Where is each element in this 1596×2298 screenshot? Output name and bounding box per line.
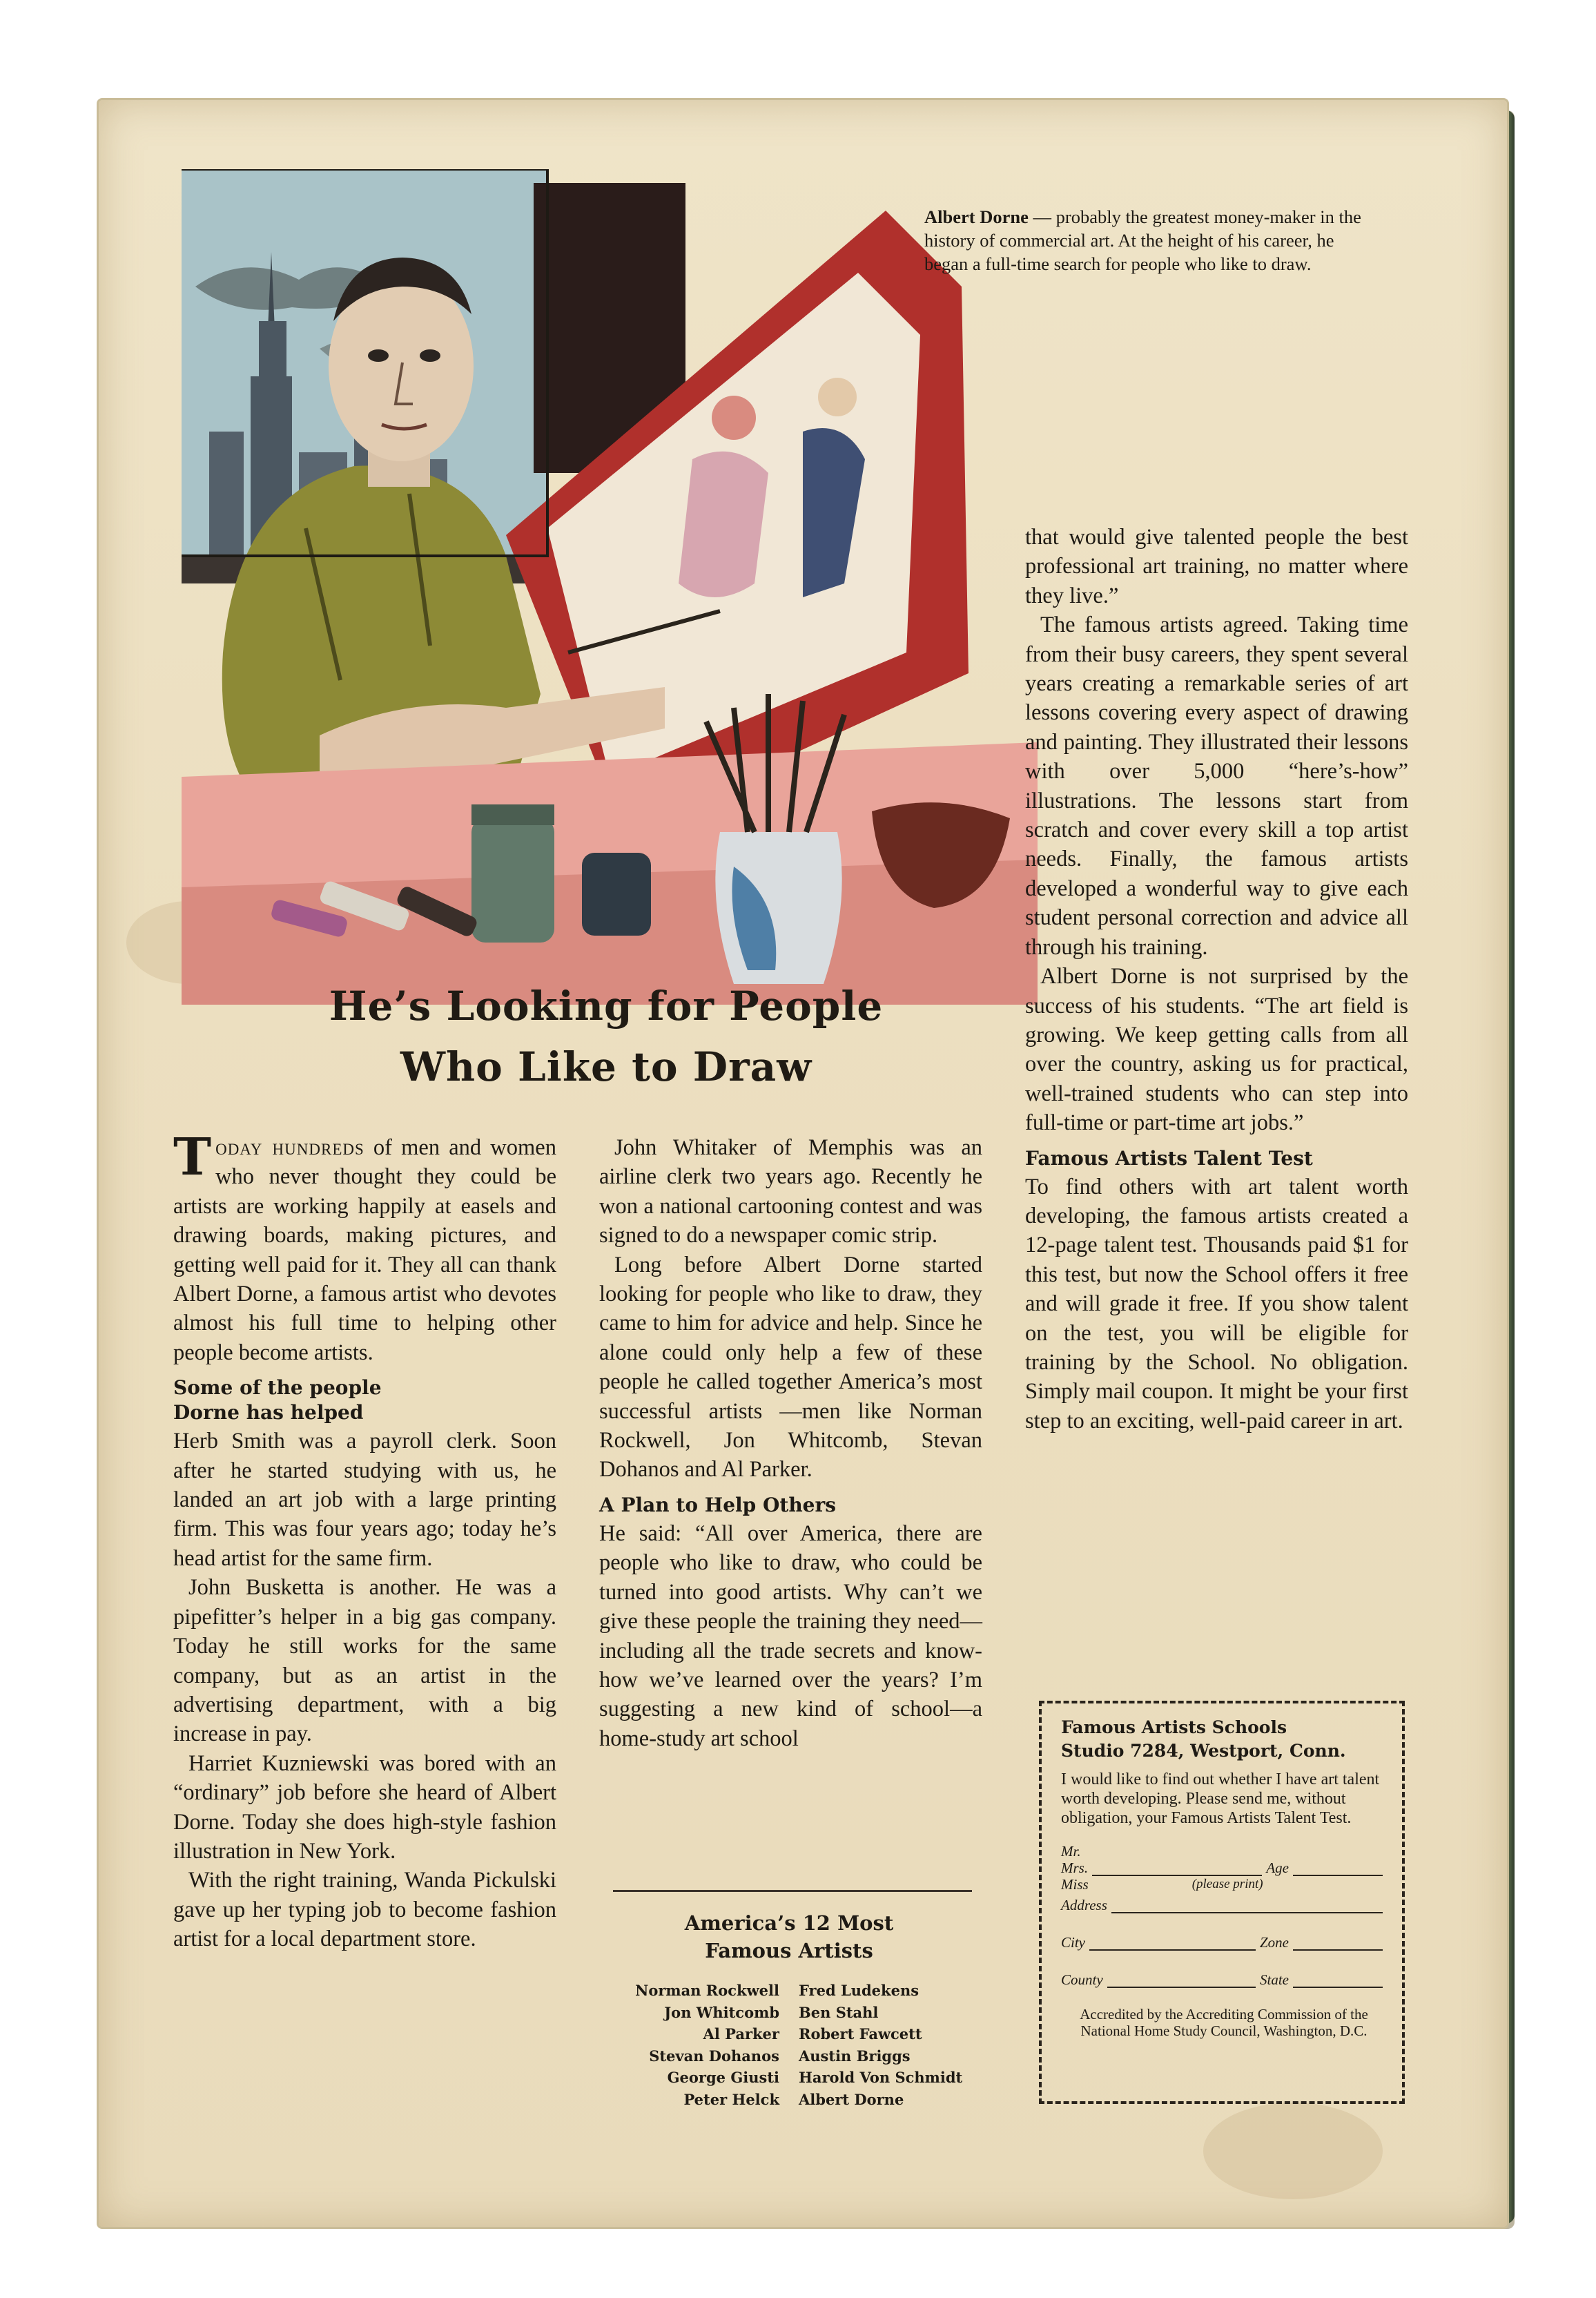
label-zone: Zone [1260,1934,1289,1951]
drop-cap: T [173,1128,212,1187]
famous-title-line-2: Famous Artists [705,1939,873,1962]
paragraph-john-busketta: John Busketta is another. He was a pipefitter’s helper in a big gas company. Today he still works for the same company, but as an artist in the advertising department, with a big increase in pay. [173,1575,556,1747]
headline [188,976,1024,1097]
label-city: City [1061,1934,1085,1951]
comic-back-cover [97,98,1509,2229]
artist-name: Stevan Dohanos [649,2047,779,2065]
label-state: State [1260,1971,1289,1988]
paragraph-artists-agreed: The famous artists agreed. Taking time from their busy careers, they spent several years creating a remarkable series of art lessons covering every aspect of drawing and painting. They illustrated their lessons with over 5,000 “here’s-how” illustrations. The lessons start from scratch and cover every skill a top artist needs. Finally, the famous artists developed a wonderful way to give each student personal correction and advice all through his training. [1025,612,1408,960]
artist-name: Al Parker [703,2025,779,2043]
paragraph-not-surprised: Albert Dorne is not surprised by the success of his students. “The art field is growing. We keep getting calls from all over the country, asking us for practical, well-trained students who can step into full-time or part-time art jobs.” [1025,964,1408,1136]
albert-dorne-illustration [182,169,1038,1005]
artist-name: Albert Dorne [799,2090,904,2108]
address-line[interactable] [1111,1898,1383,1913]
paper-stain [1203,2103,1383,2199]
artist-name: Harold Von Schmidt [799,2069,963,2086]
artist-name: Robert Fawcett [799,2025,922,2043]
label-mrs: Mrs. [1061,1860,1089,1876]
zone-line[interactable] [1293,1935,1383,1951]
famous-artists-list [582,1980,996,2110]
artist-name: Norman Rockwell [635,1982,779,1999]
label-miss: Miss [1061,1876,1089,1893]
paragraph-dorne-search: Long before Albert Dorne started looking for people who like to draw, they came to him for advice and help. Since he alone could only help a few of these people he called together America’s most successful artists —men like Norman Rockwell, Jon Whitcomb, Stevan Dohanos and Al Parker. [599,1252,982,1483]
subhead-line-2: Dorne has helped [173,1401,364,1425]
coupon-field-mr[interactable] [1061,1843,1387,1860]
mail-coupon[interactable] [1039,1701,1405,2104]
print-hint: (please print) [1191,1877,1263,1891]
name-line[interactable] [1092,1861,1262,1876]
label-county: County [1061,1971,1103,1988]
artist-name: Fred Ludekens [799,1982,919,1999]
artist-name: Peter Helck [683,2090,779,2108]
lead-smallcaps: oday hundreds [215,1135,364,1160]
famous-artists-title [582,1909,996,1964]
paragraph-plan-quote: He said: “All over America, there are people who like to draw, who could be turned into good artists. Why can’t we give these people the training they need—including all the trade secrets and know-how we’ve learned over the years? I’m suggesting a new kind of school—a home-study art school [599,1520,982,1751]
coupon-field-county-state[interactable] [1061,1971,1387,1988]
paragraph-talent-test: To find others with art talent worth developing, the famous artists created a 12-page talent test. Thousands paid $1 for this test, but now the School offers it free and will grade it free. If you show talent on the test, you will be eligible for training by the School. No obligation. Simply mail coupon. It might be your first step to an exciting, well-paid career in art. [1025,1174,1408,1433]
state-line[interactable] [1293,1973,1383,1988]
city-line[interactable] [1089,1935,1256,1951]
paragraph-wanda-pickulski: With the right training, Wanda Pickulski gave up her typing job to become fashion artist for a local department store. [173,1868,556,1952]
caption-text: — probably the greatest money-maker in the history of commercial art. At the height of his career, he began a full-time search for people who like to draw. [924,206,1361,274]
article-column-2 [599,1133,982,1753]
divider-rule [613,1890,972,1892]
label-age: Age [1266,1860,1289,1876]
coupon-studio: Studio 7284, Westport, Conn. [1061,1741,1346,1761]
label-mr: Mr. [1061,1843,1081,1860]
coupon-field-address[interactable] [1061,1897,1387,1913]
subhead-talent-test: Famous Artists Talent Test [1025,1146,1313,1170]
artist-name: Austin Briggs [799,2047,911,2065]
artist-name: George Giusti [667,2069,779,2086]
paragraph-herb-smith: Herb Smith was a payroll clerk. Soon after he started studying with us, he landed an art job with a large printing firm. This was four years ago; today he’s head artist for the same firm. [173,1429,556,1571]
intro-paragraph [173,1128,556,1367]
county-line[interactable] [1107,1973,1256,1988]
coupon-field-mrs-age[interactable] [1061,1860,1387,1876]
artist-name: Ben Stahl [799,2003,879,2021]
paragraph-quote-end: that would give talented people the best professional art training, no matter where they live.” [1025,525,1408,608]
famous-title-line-1: America’s 12 Most [684,1911,894,1935]
coupon-accreditation: Accredited by the Accrediting Commission of the National Home Study Council, Washington, D.C. [1080,2006,1368,2039]
age-line[interactable] [1293,1861,1383,1876]
label-address: Address [1061,1897,1107,1913]
illustration-caption [924,205,1373,276]
paragraph-harriet-kuzniewski: Harriet Kuzniewski was bored with an “ordinary” job before she heard of Albert Dorne. Today she does high-style fashion illustration in New York. [173,1750,556,1864]
caption-name: Albert Dorne [924,206,1029,227]
article-column-3 [1025,523,1408,1436]
subhead-line-1: Some of the people [173,1376,382,1400]
paragraph-john-whitaker: John Whitaker of Memphis was an airline clerk two years ago. Recently he won a national cartooning contest and was signed to do a newspaper comic strip. [599,1135,982,1248]
coupon-field-miss [1061,1876,1387,1893]
artist-name: Jon Whitcomb [664,2003,779,2021]
subhead-people-helped [173,1375,556,1425]
intro-rest: of men and women who never thought they could be artists are working happily at easels and drawing boards, making pictures, and getting well paid for it. They all can thank Albert Dorne, a famous artist who devotes almost his full time to helping other people become artists. [173,1135,556,1365]
article-column-1 [173,1128,556,1954]
coupon-school-name: Famous Artists Schools [1061,1717,1287,1737]
subhead-plan: A Plan to Help Others [599,1493,837,1516]
coupon-fields [1061,1843,1387,1988]
coupon-field-city-zone[interactable] [1061,1934,1387,1951]
headline-line-2: Who Like to Draw [400,1043,812,1090]
coupon-request-text: I would like to find out whether I have art talent worth developing. Please send me, without obligation, your Famous Artists Talent Test. [1061,1770,1380,1827]
headline-line-1: He’s Looking for People [329,983,884,1030]
coupon-school-address [1061,1716,1387,1763]
